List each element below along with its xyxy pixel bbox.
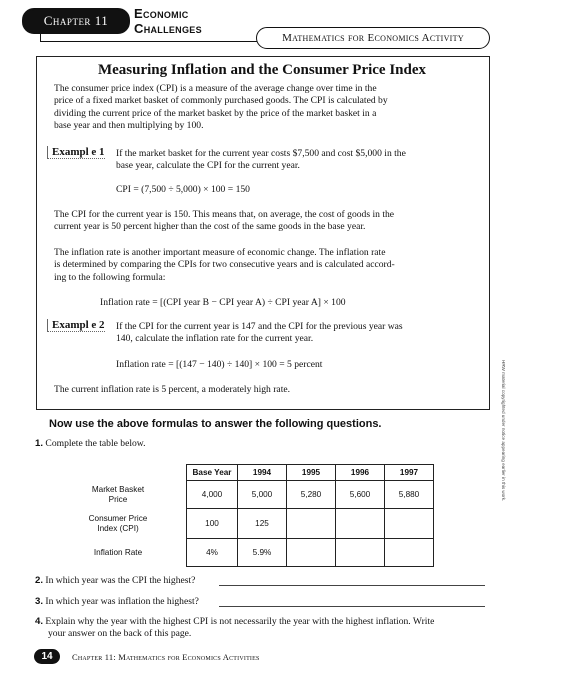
example1-line: base year, calculate the CPI for the current year. — [116, 160, 300, 172]
conclusion: The current inflation rate is 5 percent, a moderately high rate. — [54, 384, 291, 395]
table-header: Base Year — [187, 465, 238, 481]
question-number: 2. — [35, 575, 44, 586]
table-cell[interactable] — [336, 539, 385, 567]
table-cell: 125 — [238, 509, 287, 539]
example1-text — [116, 148, 456, 173]
table-cell: 5,880 — [385, 481, 434, 509]
footer-text: Chapter 11: Mathematics for Economics Activities — [72, 652, 260, 662]
table-cell[interactable] — [385, 509, 434, 539]
example2-formula: Inflation rate = [(147 − 140) ÷ 140] × 100 = 5 percent — [116, 359, 323, 370]
table-cell[interactable] — [287, 509, 336, 539]
table-cell: 5.9% — [238, 539, 287, 567]
box-title: Measuring Inflation and the Consumer Price Index — [97, 62, 427, 78]
table-cell: 100 — [187, 509, 238, 539]
row-label — [50, 539, 187, 567]
page-number: 14 — [34, 649, 60, 664]
question-text: Complete the table below. — [45, 438, 146, 449]
table-corner — [50, 465, 187, 481]
row-label-line: Index (CPI) — [97, 523, 139, 533]
answer-line-q3[interactable] — [219, 606, 485, 607]
table-header: 1997 — [385, 465, 434, 481]
table-cell: 5,000 — [238, 481, 287, 509]
copyright-side-note: HRW material copyrighted under notice appearing earlier in this work. — [501, 360, 506, 502]
cpi-table — [50, 464, 434, 567]
question-3 — [35, 596, 199, 608]
row-label-line: Inflation Rate — [93, 547, 143, 557]
table-row — [50, 539, 434, 567]
question-2 — [35, 575, 195, 587]
chapter-title — [134, 6, 202, 36]
example2-text — [116, 321, 456, 346]
table-cell[interactable] — [336, 509, 385, 539]
inflation-intro — [54, 247, 474, 284]
row-label — [50, 481, 187, 509]
table-cell: 5,280 — [287, 481, 336, 509]
example1-label: Exampl e 1 — [47, 146, 105, 159]
intro-line: dividing the current price of the market basket by the price of the market basket in a — [54, 107, 377, 119]
row-label-line: Consumer Price — [88, 513, 148, 523]
question-1 — [35, 438, 146, 450]
question-number: 3. — [35, 596, 44, 607]
row-label-line: Price — [108, 494, 128, 504]
intro-paragraph — [54, 83, 474, 132]
answer-line-q2[interactable] — [219, 585, 485, 586]
chapter-title-line1: Economic — [134, 6, 189, 21]
chapter-title-line2: Challenges — [134, 21, 202, 36]
table-header: 1994 — [238, 465, 287, 481]
section-heading: Now use the above formulas to answer the following questions. — [49, 418, 382, 430]
table-row — [50, 509, 434, 539]
intro-line: price of a fixed market basket of commonly purchased goods. The CPI is calculated by — [54, 95, 388, 107]
question-text: In which year was the CPI the highest? — [45, 575, 196, 586]
table-cell[interactable] — [287, 539, 336, 567]
table-header: 1995 — [287, 465, 336, 481]
inflation-intro-line: The inflation rate is another important measure of economic change. The inflation rate — [54, 247, 386, 258]
explain-paragraph — [54, 209, 474, 234]
question-number: 4. — [35, 616, 44, 627]
chapter-label: Chapter 11 — [22, 8, 130, 34]
table-cell: 4% — [187, 539, 238, 567]
question-4 — [35, 616, 495, 641]
activity-label: Mathematics for Economics Activity — [256, 27, 490, 49]
question-number: 1. — [35, 438, 44, 449]
table-header: 1996 — [336, 465, 385, 481]
example2-label: Exampl e 2 — [47, 319, 105, 332]
question-text: Explain why the year with the highest CPI is not necessarily the year with the highest inflation. Write — [45, 616, 435, 627]
table-header-row — [50, 465, 434, 481]
row-label-line: Market Basket — [91, 484, 145, 494]
inflation-intro-line: ing to the following formula: — [54, 271, 166, 283]
intro-line: The consumer price index (CPI) is a measure of the average change over time in the — [54, 83, 377, 94]
explain-line: The CPI for the current year is 150. This means that, on average, the cost of goods in the — [54, 209, 395, 220]
inflation-formula: Inflation rate = [(CPI year B − CPI year A) ÷ CPI year A] × 100 — [100, 297, 346, 308]
table-row — [50, 481, 434, 509]
table-cell[interactable] — [385, 539, 434, 567]
example2-line: If the CPI for the current year is 147 and the CPI for the previous year was — [116, 321, 403, 332]
question-text: In which year was inflation the highest? — [45, 596, 199, 607]
example2-line: 140, calculate the inflation rate for the current year. — [116, 333, 314, 345]
table-cell: 5,600 — [336, 481, 385, 509]
question-text-continued: your answer on the back of this page. — [48, 628, 192, 640]
table-cell: 4,000 — [187, 481, 238, 509]
row-label — [50, 509, 187, 539]
intro-line: base year and then multiplying by 100. — [54, 119, 204, 131]
example1-line: If the market basket for the current year costs $7,500 and cost $5,000 in the — [116, 148, 406, 159]
example1-formula: CPI = (7,500 ÷ 5,000) × 100 = 150 — [116, 184, 250, 195]
inflation-intro-line: is determined by comparing the CPIs for two consecutive years and is calculated accord- — [54, 259, 395, 271]
explain-line: current year is 50 percent higher than the cost of the same goods in the base year. — [54, 221, 366, 233]
